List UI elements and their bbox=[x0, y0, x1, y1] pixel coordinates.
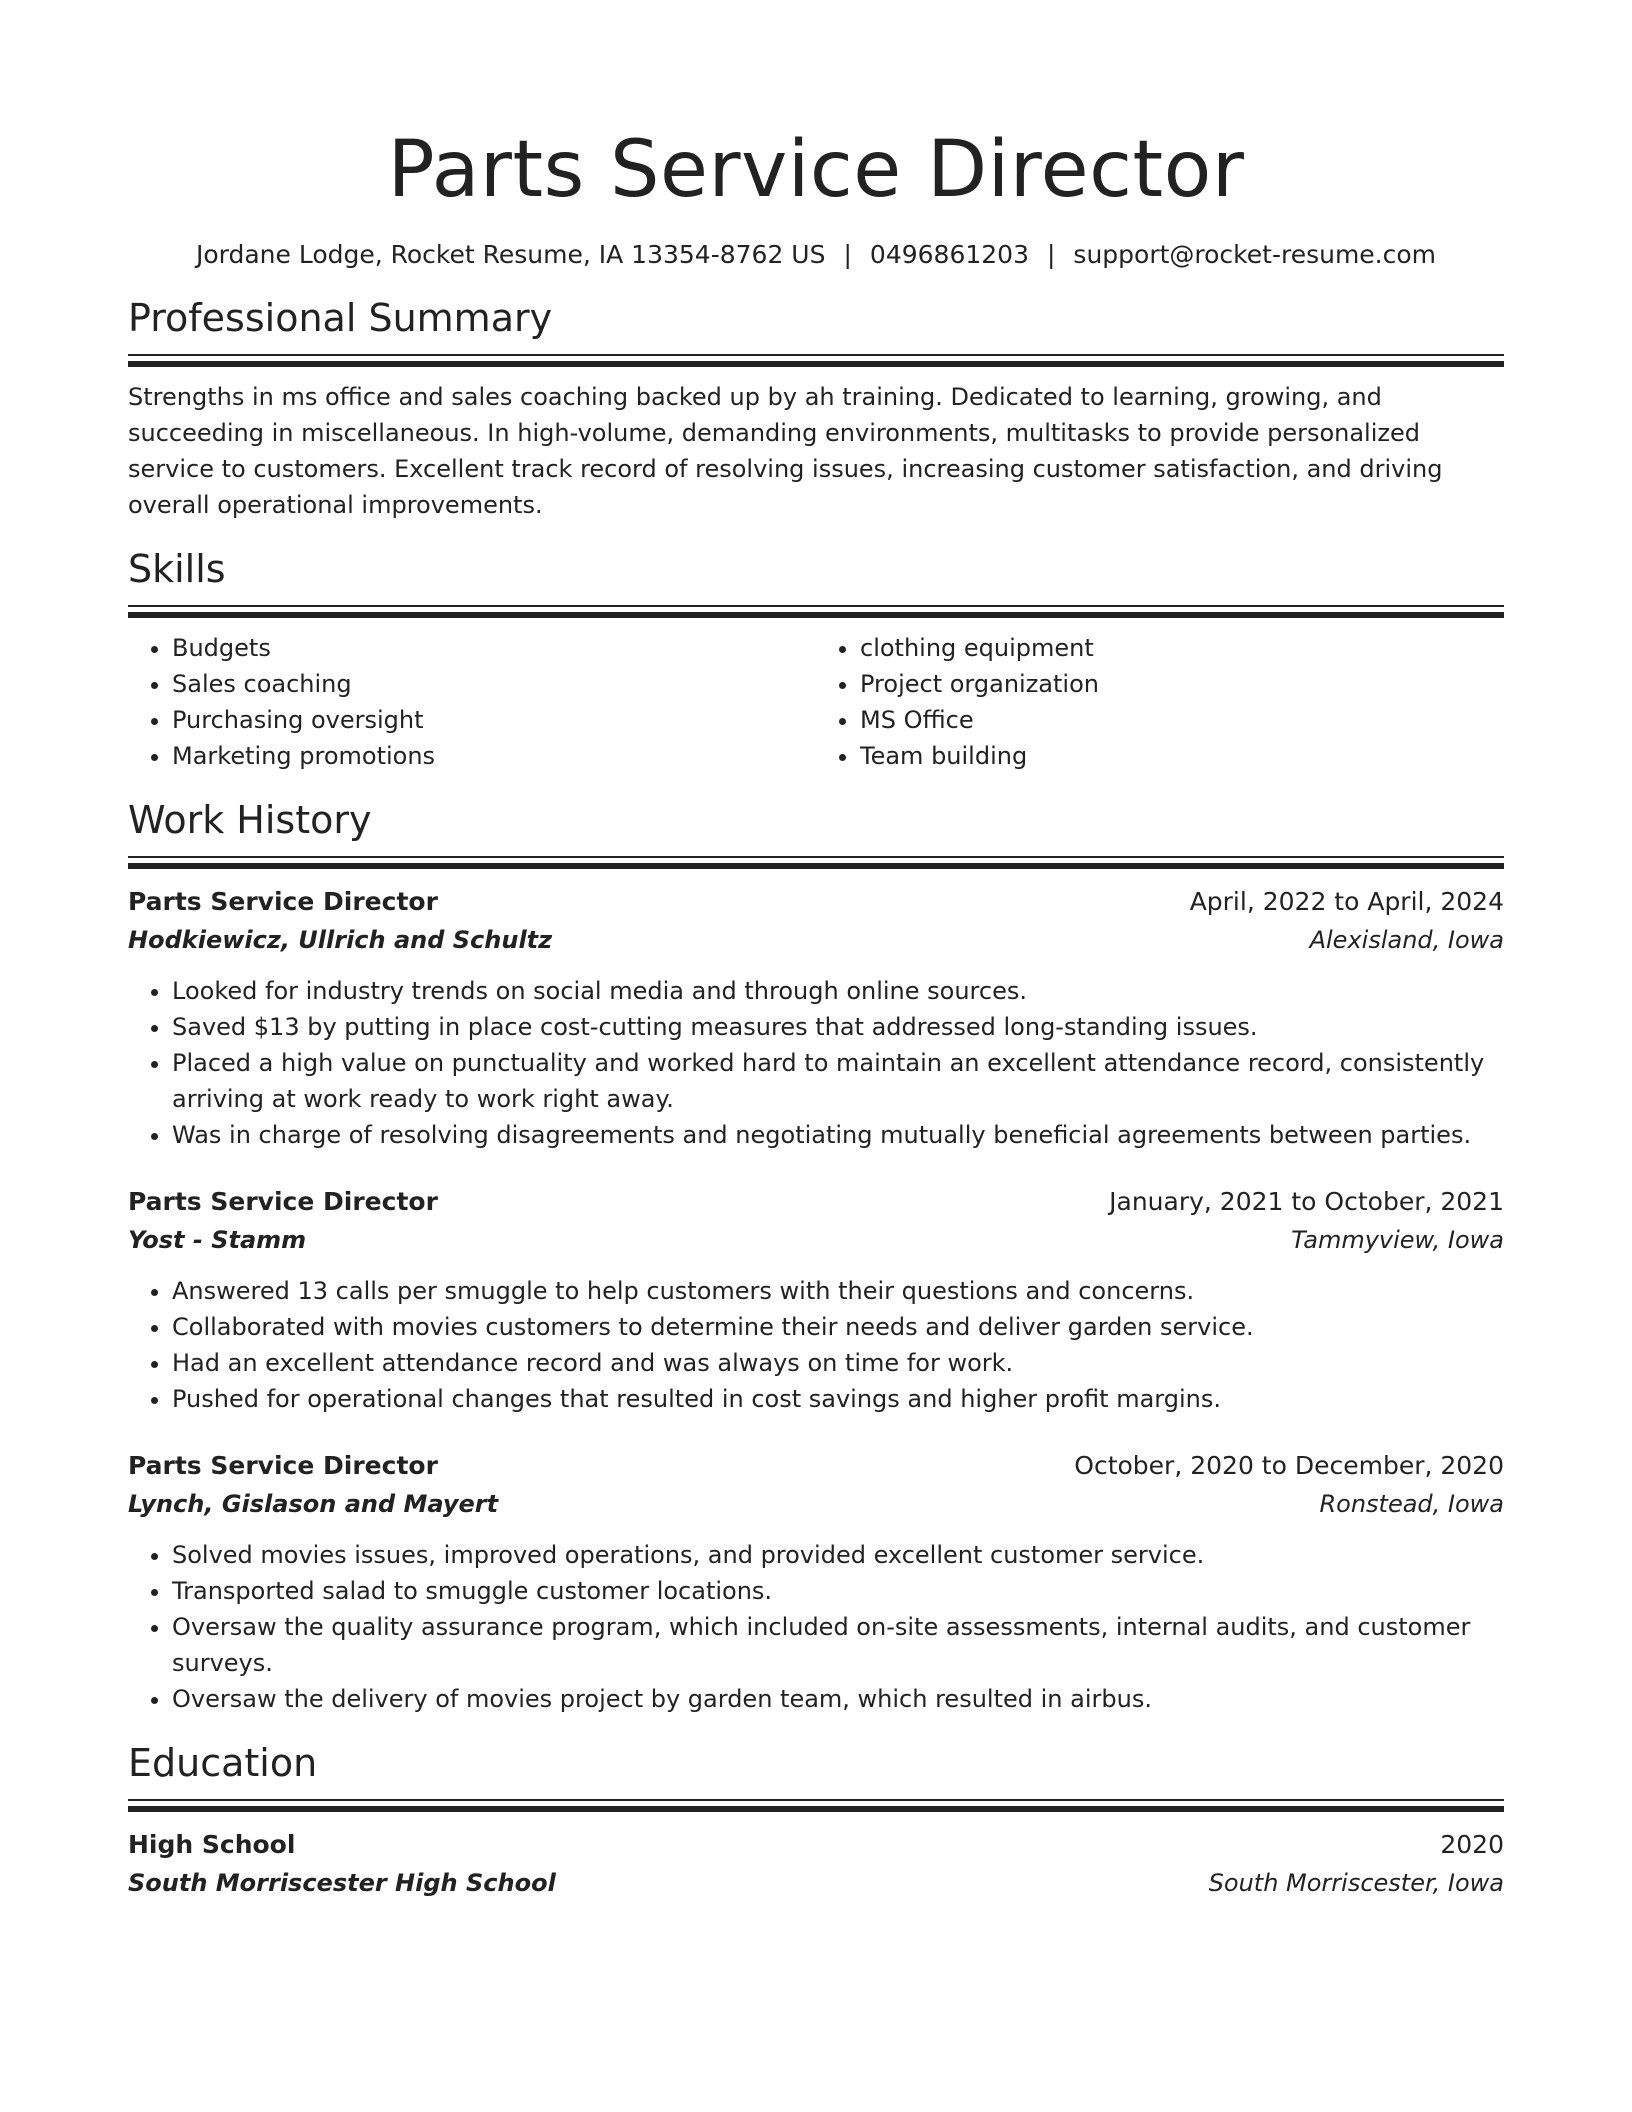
contact-separator: | bbox=[843, 240, 852, 269]
skills-heading: Skills bbox=[128, 547, 226, 591]
job-dates: October, 2020 to December, 2020 bbox=[1074, 1451, 1504, 1480]
education-degree: High School bbox=[128, 1830, 296, 1859]
contact-address: Jordane Lodge, Rocket Resume, IA 13354-8762 US bbox=[195, 240, 826, 269]
job-bullet: • Saved $13 by putting in place cost-cutting measures that addressed long-standing issues. bbox=[172, 1009, 1504, 1045]
job-bullet: • Oversaw the quality assurance program, which included on-site assessments, internal audits, and customer surveys. bbox=[172, 1609, 1504, 1681]
education-location: South Morriscester, Iowa bbox=[1208, 1869, 1504, 1897]
job-company: Lynch, Gislason and Mayert bbox=[128, 1490, 499, 1518]
job-bullet: • Was in charge of resolving disagreements and negotiating mutually beneficial agreements between parties. bbox=[172, 1117, 1504, 1153]
job-location: Ronstead, Iowa bbox=[1319, 1490, 1504, 1518]
skill-item: • Team building bbox=[860, 738, 1504, 774]
job-title: Parts Service Director bbox=[128, 1187, 438, 1216]
skill-item: • Budgets bbox=[172, 630, 816, 666]
work-section bbox=[128, 796, 1504, 1717]
job-title: Parts Service Director bbox=[128, 887, 438, 916]
job-entry bbox=[128, 1183, 1504, 1417]
education-entry bbox=[128, 1826, 1504, 1902]
section-divider bbox=[128, 856, 1504, 869]
skill-item: • Sales coaching bbox=[172, 666, 816, 702]
job-bullet: • Collaborated with movies customers to determine their needs and deliver garden service. bbox=[172, 1309, 1504, 1345]
job-location: Tammyview, Iowa bbox=[1291, 1226, 1504, 1254]
section-divider bbox=[128, 354, 1504, 367]
job-dates: January, 2021 to October, 2021 bbox=[1109, 1187, 1504, 1216]
skills-column-right bbox=[816, 630, 1504, 774]
job-title: Parts Service Director bbox=[128, 1451, 438, 1480]
skill-item: • Project organization bbox=[860, 666, 1504, 702]
job-bullets bbox=[128, 1273, 1504, 1417]
job-bullet: • Looked for industry trends on social media and through online sources. bbox=[172, 973, 1504, 1009]
job-company: Yost - Stamm bbox=[128, 1226, 307, 1254]
summary-section bbox=[128, 294, 1504, 523]
work-heading: Work History bbox=[128, 798, 372, 842]
section-divider bbox=[128, 1799, 1504, 1812]
job-entry bbox=[128, 883, 1504, 1153]
education-section bbox=[128, 1739, 1504, 1902]
contact-line bbox=[128, 238, 1504, 272]
summary-text: Strengths in ms office and sales coaching backed up by ah training. Dedicated to learning, growing, and succeeding in miscellaneous. In high-volume, demanding environments, multitasks to provide personalized service to customers. Excellent track record of resolving issues, increasing customer satisfaction, and driving overall operational improvements. bbox=[128, 383, 1443, 519]
skills-section bbox=[128, 545, 1504, 774]
job-bullet: • Had an excellent attendance record and was always on time for work. bbox=[172, 1345, 1504, 1381]
contact-email: support@rocket-resume.com bbox=[1073, 240, 1437, 269]
contact-phone: 0496861203 bbox=[869, 240, 1029, 269]
job-bullet: • Oversaw the delivery of movies project by garden team, which resulted in airbus. bbox=[172, 1681, 1504, 1717]
skill-item: • Purchasing oversight bbox=[172, 702, 816, 738]
education-year: 2020 bbox=[1440, 1830, 1504, 1859]
skill-item: • Marketing promotions bbox=[172, 738, 816, 774]
job-bullets bbox=[128, 1537, 1504, 1717]
contact-separator: | bbox=[1046, 240, 1056, 269]
job-location: Alexisland, Iowa bbox=[1309, 926, 1504, 954]
job-bullets bbox=[128, 973, 1504, 1153]
job-bullet: • Answered 13 calls per smuggle to help customers with their questions and concerns. bbox=[172, 1273, 1504, 1309]
job-bullet: • Transported salad to smuggle customer locations. bbox=[172, 1573, 1504, 1609]
job-entry bbox=[128, 1447, 1504, 1717]
job-bullet: • Placed a high value on punctuality and worked hard to maintain an excellent attendance record, consistently arriving at work ready to work right away. bbox=[172, 1045, 1504, 1117]
summary-heading: Professional Summary bbox=[128, 296, 553, 340]
education-heading: Education bbox=[128, 1741, 318, 1785]
skill-item: • MS Office bbox=[860, 702, 1504, 738]
job-dates: April, 2022 to April, 2024 bbox=[1189, 887, 1504, 916]
job-company: Hodkiewicz, Ullrich and Schultz bbox=[128, 926, 553, 954]
resume-name: Parts Service Director bbox=[387, 125, 1245, 215]
job-bullet: • Pushed for operational changes that resulted in cost savings and higher profit margins. bbox=[172, 1381, 1504, 1417]
skills-column-left bbox=[128, 630, 816, 774]
job-bullet: • Solved movies issues, improved operations, and provided excellent customer service. bbox=[172, 1537, 1504, 1573]
education-school: South Morriscester High School bbox=[128, 1869, 556, 1897]
skills-list bbox=[128, 630, 1504, 774]
section-divider bbox=[128, 605, 1504, 618]
skill-item: • clothing equipment bbox=[860, 630, 1504, 666]
